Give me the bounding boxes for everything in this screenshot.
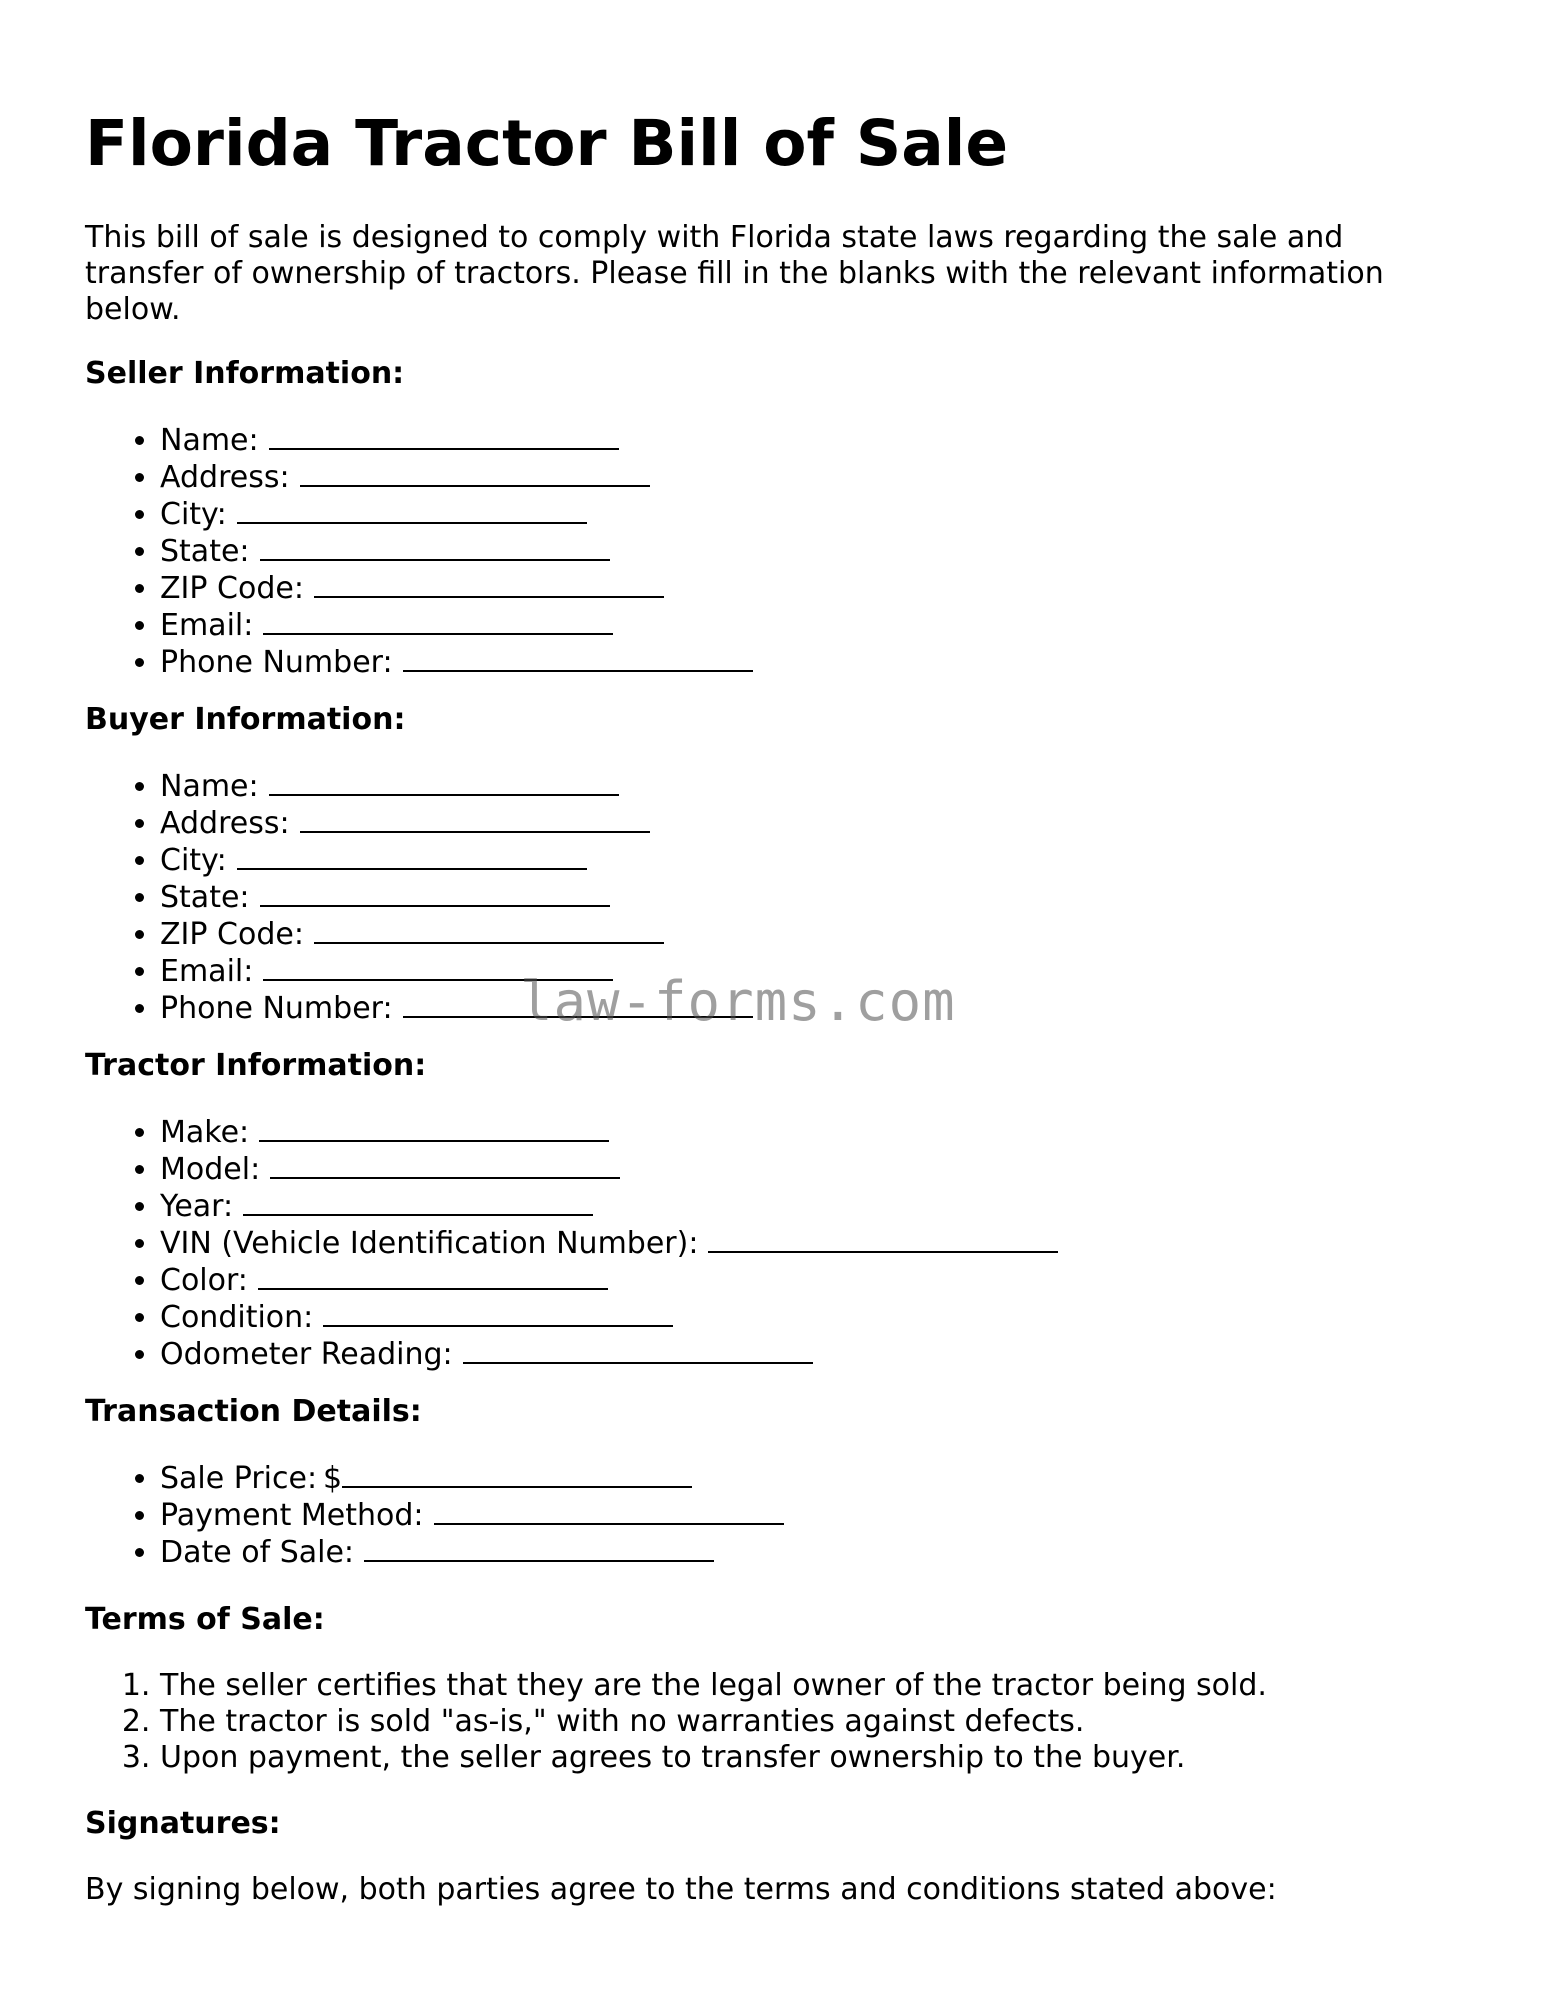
- term-item: 1. The seller certifies that they are the legal owner of the tractor being sold.: [160, 1668, 1267, 1704]
- field-label: Name:: [160, 769, 259, 804]
- field-label: ZIP Code:: [160, 917, 304, 952]
- buyer-zip-item: [160, 916, 753, 953]
- buyer-heading: Buyer Information:: [85, 702, 406, 737]
- seller-phone-field[interactable]: [403, 644, 753, 672]
- field-label: Payment Method:: [160, 1498, 424, 1533]
- seller-zip-field[interactable]: [314, 570, 664, 598]
- seller-city-item: [160, 496, 753, 533]
- tractor-odometer-field[interactable]: [463, 1336, 813, 1364]
- seller-address-item: [160, 459, 753, 496]
- date-of-sale-item: [160, 1534, 784, 1571]
- seller-heading: Seller Information:: [85, 356, 405, 391]
- transaction-fields: [85, 1460, 784, 1571]
- seller-email-item: [160, 607, 753, 644]
- seller-state-field[interactable]: [260, 533, 610, 561]
- term-item: 2. The tractor is sold "as-is," with no warranties against defects.: [160, 1704, 1267, 1740]
- field-label: Address:: [160, 806, 290, 841]
- field-label: State:: [160, 534, 250, 569]
- field-label: Address:: [160, 460, 290, 495]
- currency-symbol: $: [323, 1461, 343, 1496]
- field-label: Email:: [160, 954, 254, 989]
- tractor-vin-item: [160, 1225, 1058, 1262]
- seller-zip-item: [160, 570, 753, 607]
- buyer-zip-field[interactable]: [314, 916, 664, 944]
- seller-name-item: [160, 422, 753, 459]
- payment-method-item: [160, 1497, 784, 1534]
- tractor-vin-field[interactable]: [708, 1225, 1058, 1253]
- field-label: Year:: [160, 1189, 234, 1224]
- terms-list: [85, 1668, 1267, 1776]
- field-label: Phone Number:: [160, 645, 393, 680]
- field-label: City:: [160, 497, 227, 532]
- tractor-odometer-item: [160, 1336, 1058, 1373]
- tractor-color-item: [160, 1262, 1058, 1299]
- sale-price-item: [160, 1460, 784, 1497]
- seller-address-field[interactable]: [300, 459, 650, 487]
- seller-fields: [85, 422, 753, 681]
- field-label: Sale Price:: [160, 1461, 318, 1496]
- buyer-address-field[interactable]: [300, 805, 650, 833]
- field-label: VIN (Vehicle Identification Number):: [160, 1226, 699, 1261]
- watermark: law-forms.com: [520, 970, 956, 1033]
- tractor-heading: Tractor Information:: [85, 1048, 427, 1083]
- buyer-state-field[interactable]: [260, 879, 610, 907]
- tractor-year-field[interactable]: [243, 1188, 593, 1216]
- intro-paragraph: This bill of sale is designed to comply with Florida state laws regarding the sale and transfer of ownership of tractors. Please fill in the blanks with the relevant information below.: [85, 220, 1384, 327]
- seller-city-field[interactable]: [237, 496, 587, 524]
- field-label: Model:: [160, 1152, 261, 1187]
- field-label: Make:: [160, 1115, 250, 1150]
- document-title: Florida Tractor Bill of Sale: [85, 107, 1009, 180]
- tractor-model-item: [160, 1151, 1058, 1188]
- field-label: Condition:: [160, 1300, 314, 1335]
- field-label: State:: [160, 880, 250, 915]
- tractor-make-field[interactable]: [259, 1114, 609, 1142]
- buyer-name-field[interactable]: [269, 768, 619, 796]
- transaction-heading: Transaction Details:: [85, 1394, 422, 1429]
- field-label: City:: [160, 843, 227, 878]
- sale-price-field[interactable]: [342, 1460, 692, 1488]
- term-item: 3. Upon payment, the seller agrees to transfer ownership to the buyer.: [160, 1740, 1267, 1776]
- seller-name-field[interactable]: [269, 422, 619, 450]
- field-label: Odometer Reading:: [160, 1337, 453, 1372]
- terms-heading: Terms of Sale:: [85, 1602, 325, 1637]
- seller-email-field[interactable]: [263, 607, 613, 635]
- field-label: Date of Sale:: [160, 1535, 355, 1570]
- seller-state-item: [160, 533, 753, 570]
- signatures-heading: Signatures:: [85, 1806, 281, 1841]
- tractor-condition-field[interactable]: [323, 1299, 673, 1327]
- field-label: Name:: [160, 423, 259, 458]
- tractor-year-item: [160, 1188, 1058, 1225]
- tractor-make-item: [160, 1114, 1058, 1151]
- buyer-name-item: [160, 768, 753, 805]
- buyer-state-item: [160, 879, 753, 916]
- payment-method-field[interactable]: [434, 1497, 784, 1525]
- tractor-fields: [85, 1114, 1058, 1373]
- buyer-city-item: [160, 842, 753, 879]
- tractor-condition-item: [160, 1299, 1058, 1336]
- field-label: ZIP Code:: [160, 571, 304, 606]
- buyer-address-item: [160, 805, 753, 842]
- signatures-statement: By signing below, both parties agree to the terms and conditions stated above:: [85, 1872, 1277, 1907]
- seller-phone-item: [160, 644, 753, 681]
- tractor-model-field[interactable]: [270, 1151, 620, 1179]
- buyer-city-field[interactable]: [237, 842, 587, 870]
- field-label: Phone Number:: [160, 991, 393, 1026]
- field-label: Color:: [160, 1263, 248, 1298]
- date-of-sale-field[interactable]: [364, 1534, 714, 1562]
- tractor-color-field[interactable]: [258, 1262, 608, 1290]
- field-label: Email:: [160, 608, 254, 643]
